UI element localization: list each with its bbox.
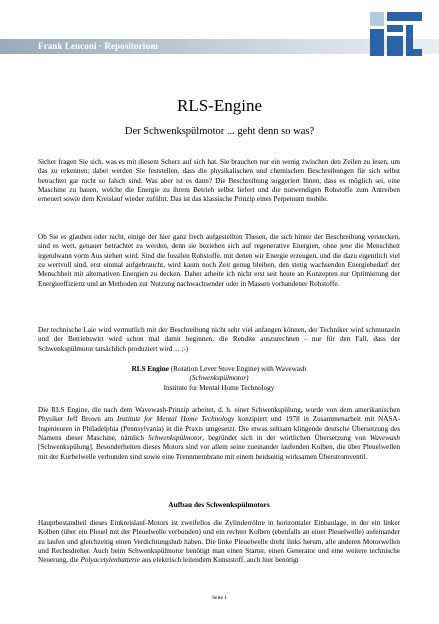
engine-subtitle: (Schwenkspülmotor) [189,374,249,383]
document-subtitle: Der Schwenkspülmotor ... geht denn so was? [124,126,315,137]
engine-title-bold: RLS Engine [131,365,169,373]
fl-logo-icon [370,12,422,56]
document-title: RLS-Engine [177,96,262,115]
p4-text-d: [Schwenkspülung]. Besonderheiten dieses Motors sind vor allem seine zueinander laufenden Kolben, die über Pleuelwellen mit der Kurbelwelle verbunden sind sowie eine Trennmembrane mit einem beidseitig wirksamen Überstromventil. [38,443,400,461]
page-header [0,0,439,64]
p5-text-a: Hauptbestandteil dieses Einkreislauf-Motors ist zweifellos die Zylinderröhre in horizontaler Einbaulage, in der ein linker Kolben (über ein Pleuel mit der Pleuelwelle verbunden) und ein rechter Kolben (ebenfalls an einer Pleuelwelle) aufeinander zu laufen und gleichzeitig einen Verdichtungshub haben. Die linke Pleuelwelle dreht links herum, alle anderen Motorwellen und Rechtsdreher. Auch beim Schwenkspülmotor benötigt man einen Starter, einen Generator und eine weitere technische Neuerung, die [38,519,400,565]
paragraph-energy: Ob Sie es glauben oder nicht, einige der hier ganz frech aufgestellten Thesen, die sich hinter der Beschreibung verstecken, sind es wert, genauer betrachtet zu werden, denn sie beziehen sich auf regenerative Energien, ohne jene die Menschheit irgendwann vorm Aus stehen wird. Sind die fossilen Rohstoffe, mit denen wir Energie erzeugen, und die dazu eigentlich viel zu wertvoll sind, erst einmal aufgebraucht, wird kaum noch Zeit genug bleiben, den stetig wachsenden Energiebedarf der Menschheit mit alternativen Energien zu decken. Daher arbeite ich nicht erst seit heute an Konzepten zur Optimierung der Energieeffizienz und an Methoden zur Nutzung nachwachsender oder in Massen vorhandener Rohstoffe. [38,233,400,288]
engine-title [38,365,400,374]
p4-text-c: , begründet sich in der wörtlichen Übersetzung von [202,434,370,443]
p4-wavewash: Wavewash [369,434,400,443]
engine-title-block [38,365,400,393]
p5-text-b: aus elektrisch leitendem Kunststoff, auch hier benötigt [140,556,299,565]
section-heading: Aufbau des Schwenkspülmotors [168,500,270,509]
paragraph-rls-engine [38,406,400,462]
engine-institute: Institute for Mental Home Technology [163,383,275,392]
page-number: Seite 1 [211,595,228,601]
p4-institute: Institute for Mental Home Technology [117,415,235,424]
header-title: Frank Lenconi · Repositorium [38,41,159,51]
p4-text-a: Die RLS Engine, die nach dem Wavewash-Prinzip arbeitet, d. h. einer Schwenkspülung, wurde von dem amerikanischen Physiker Jeff Brown am [38,406,400,424]
engine-title-rest: (Rotation Lever Stove Engine) with Wavewash [168,365,307,373]
paragraph-construction [38,519,400,566]
p5-battery: Polyacetylenbatterie [80,556,140,565]
p4-motor: Schwenkspülmotor [148,434,203,443]
p4-text-b: konzipiert und 1978 in Zusammenarbeit mit NASA-Ingenieuren in Philadelphia (Pennsylvania) in die Praxis umgesetzt. Die etwas seltsam klingende deutsche Übersetzung des Namens dieser Maschine, nämlich [38,415,401,443]
paragraph-intro: Sicher fragen Sie sich, was es mit diesem Scherz auf sich hat. Sie brauchen nur ein wenig zwischen den Zeilen zu lesen, um das zu erkennen; dabei werden Sie feststellen, dass die physikalischen und chemischen Beschreibungen für sich selbst betrachtet gar nicht so falsch sind. Was aber ist es dann? Die Beschreibung suggeriert Ihnen, dass es möglich sei, eine Maschine zu bauen, welche die Energie zu ihrem Betrieb selbst liefert und die notwendigen Rohstoffe zum Antreiben erneuert sowie dem Kreislauf wieder zuführt. Das ist das klassische Prinzip eines Perpetuum mobile. [38,158,400,204]
paragraph-technician: Der technische Laie wird vermutlich mit der Beschreibung nicht sehr viel anfangen können, der Techniker wird schmunzeln und der Betriebswirt wird schon mal damit beginnen, die Rendite auszurechnen - nur für den Fall, dass der Schwenkspülmotor tatsächlich produziert wird ... ;-) [38,326,400,353]
